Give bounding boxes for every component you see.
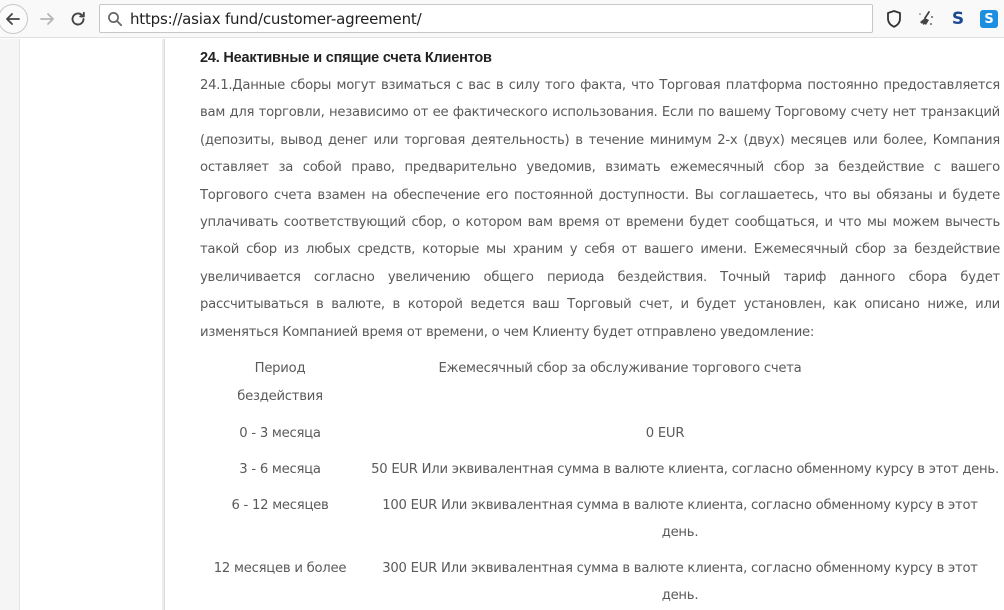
table-row: [200, 420, 1000, 447]
document-content: [200, 46, 1000, 346]
row-period: 6 - 12 месяцев: [231, 498, 329, 513]
reload-icon: [69, 10, 87, 28]
section-paragraph: 24.1.Данные сборы могут взиматься с вас в силу того факта, что Торговая платформа постоянно предоставляется вам для торговли, независимо от ее фактического использования. Если по вашему Торговому счету нет транзакций (депозиты, вывод денег или торговая деятельность) в течение минимум 2-х (двух) месяцев или более, Компания оставляет за собой право, предварительно уведомив, взимать ежемесячный сбор за бездействие с вашего Торгового счета взамен на обеспечение его постоянной доступности. Вы соглашаетесь, что вы обязаны и будете уплачивать соответствующий сбор, о котором вам время от времени будет сообщаться, и что мы можем вычесть такой сбор из любых средств, которые мы храним у себя от вашего имени. Ежемесячный сбор за бездействие увеличивается согласно увеличению общего периода бездействия. Точный тариф данного сбора будет рассчитываться в валюте, в которой ведется ваш Торговый счет, и будет установлен, как описано ниже, или изменяться Компанией время от времени, о чем Клиенту будет отправлено уведомление:: [200, 78, 1000, 340]
table-row: [200, 492, 1000, 546]
reload-button[interactable]: [63, 4, 93, 34]
forward-button[interactable]: [32, 4, 62, 34]
sidebar-divider: [162, 39, 165, 610]
browser-toolbar: [0, 0, 1004, 38]
back-arrow-icon: [4, 10, 22, 28]
table-header-row: [200, 355, 1000, 411]
s-square-extension-icon: S: [980, 10, 998, 28]
cleaner-extension-button[interactable]: [915, 8, 937, 30]
header-period: Период бездействия: [237, 361, 323, 404]
row-period: 12 месяцев и более: [213, 561, 347, 576]
header-fee: Ежемесячный сбор за обслуживание торгового счета: [438, 361, 802, 376]
broom-icon: [916, 9, 936, 29]
row-fee: 100 EUR Или эквивалентная сумма в валюте клиента, согласно обменному курсу в этот день.: [382, 498, 978, 540]
tracking-protection-button[interactable]: [883, 8, 905, 30]
s-extension-icon: S: [951, 9, 965, 29]
address-bar[interactable]: [99, 4, 873, 33]
shield-icon: [885, 9, 903, 29]
s-extension-button[interactable]: [947, 8, 969, 30]
row-fee: 300 EUR Или эквивалентная сумма в валюте клиента, согласно обменному курсу в этот день.: [382, 561, 978, 603]
table-row: [200, 456, 1000, 483]
row-fee: 0 EUR: [645, 426, 685, 441]
row-period: 3 - 6 месяца: [239, 462, 321, 477]
back-button[interactable]: [0, 4, 28, 34]
section-title: 24. Неактивные и спящие счета Клиентов: [200, 50, 492, 66]
row-period: 0 - 3 месяца: [239, 426, 321, 441]
sidebar-panel: [21, 39, 162, 610]
forward-arrow-icon: [38, 10, 56, 28]
page-left-margin: [0, 39, 20, 610]
search-icon: [100, 5, 130, 33]
table-row: [200, 555, 1000, 609]
row-fee: 50 EUR Или эквивалентная сумма в валюте клиента, согласно обменному курсу в этот день.: [371, 462, 999, 477]
url-text[interactable]: https://asiax fund/customer-agreement/: [130, 9, 422, 28]
skype-extension-button[interactable]: [978, 8, 1000, 30]
inactivity-fee-table: [200, 355, 1000, 609]
